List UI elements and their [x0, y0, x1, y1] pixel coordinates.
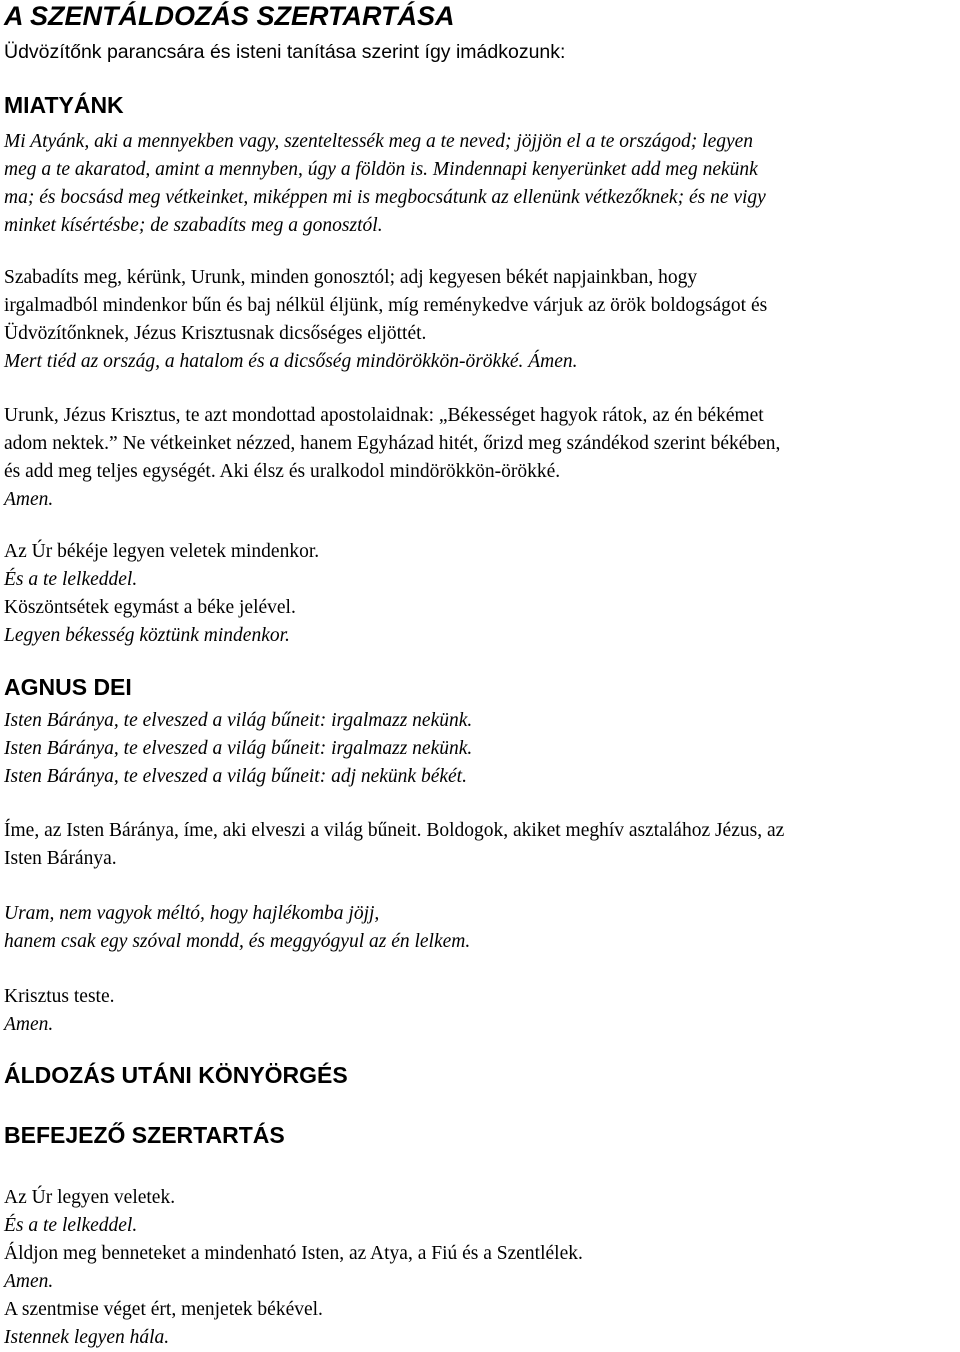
agnus-dei-line: Isten Báránya, te elveszed a világ bűneit: adj nekünk békét.	[4, 766, 467, 787]
peace-exchange	[4, 538, 959, 650]
concluding-line: Áldjon meg benneteket a mindenható Isten, az Atya, a Fiú és a Szentlélek.	[4, 1243, 583, 1264]
ecce-agnus	[4, 817, 959, 873]
peace-prayer-line: és add meg teljes egységét. Aki élsz és uralkodol mindörökkön-örökké.	[4, 461, 561, 482]
domine-non-sum-dignus	[4, 900, 959, 956]
concluding-line: Amen.	[4, 1271, 54, 1292]
corpus-line: Krisztus teste.	[4, 986, 115, 1007]
heading-miatyank: MIATYÁNK	[4, 92, 124, 118]
document-title: A SZENTÁLDOZÁS SZERTARTÁSA	[4, 1, 455, 31]
prayer-line: Mi Atyánk, aki a mennyekben vagy, szenteltessék meg a te neved; jöjjön el a te országod; legyen	[4, 131, 754, 152]
lords-prayer	[4, 128, 959, 240]
concluding-line: A szentmise véget ért, menjetek békével.	[4, 1299, 323, 1320]
heading-agnus-dei: AGNUS DEI	[4, 674, 132, 700]
prayer-line: meg a te akaratod, amint a mennyben, úgy a földön is. Mindennapi kenyerünket add meg nekünk	[4, 159, 758, 180]
embolism-line: Üdvözítőnknek, Jézus Krisztusnak dicsőséges eljöttét.	[4, 323, 427, 344]
concluding-line: És a te lelkeddel.	[4, 1215, 138, 1236]
peace-amen: Amen.	[4, 489, 54, 510]
concluding-dialogue	[4, 1184, 959, 1352]
heading-post-communion: ÁLDOZÁS UTÁNI KÖNYÖRGÉS	[4, 1062, 348, 1088]
ecce-line: Isten Báránya.	[4, 848, 117, 869]
peace-exchange-line: Köszöntsétek egymást a béke jelével.	[4, 597, 296, 618]
agnus-dei-litany	[4, 707, 959, 791]
corpus-christi	[4, 983, 959, 1039]
agnus-dei-line: Isten Báránya, te elveszed a világ bűneit: irgalmazz nekünk.	[4, 710, 473, 731]
peace-exchange-line: Az Úr békéje legyen veletek mindenkor.	[4, 541, 320, 562]
peace-prayer-line: adom nektek.” Ne vétkeinket nézzed, hanem Egyházad hitét, őrizd meg szándékod szerint békében,	[4, 433, 781, 454]
prayer-line: minket kísértésbe; de szabadíts meg a gonosztól.	[4, 215, 383, 236]
concluding-line: Istennek legyen hála.	[4, 1327, 170, 1348]
intro-text: Üdvözítőnk parancsára és isteni tanítása szerint így imádkozunk:	[4, 41, 566, 63]
peace-prayer-line: Urunk, Jézus Krisztus, te azt mondottad apostolaidnak: „Békességet hagyok rátok, az én békémet	[4, 405, 764, 426]
peace-exchange-line: És a te lelkeddel.	[4, 569, 138, 590]
concluding-line: Az Úr legyen veletek.	[4, 1187, 176, 1208]
domine-line: Uram, nem vagyok méltó, hogy hajlékomba jöjj,	[4, 903, 380, 924]
agnus-dei-line: Isten Báránya, te elveszed a világ bűneit: irgalmazz nekünk.	[4, 738, 473, 759]
doxology: Mert tiéd az ország, a hatalom és a dicsőség mindörökkön-örökké. Ámen.	[4, 351, 578, 372]
domine-line: hanem csak egy szóval mondd, és meggyógyul az én lelkem.	[4, 931, 471, 952]
ecce-line: Íme, az Isten Báránya, íme, aki elveszi a világ bűneit. Boldogok, akiket meghív asztalához Jézus, az	[4, 820, 785, 841]
peace-exchange-line: Legyen békesség köztünk mindenkor.	[4, 625, 290, 646]
embolism	[4, 264, 959, 376]
peace-prayer	[4, 402, 959, 514]
heading-concluding-rite: BEFEJEZŐ SZERTARTÁS	[4, 1122, 285, 1148]
embolism-line: Szabadíts meg, kérünk, Urunk, minden gonosztól; adj kegyesen békét napjainkban, hogy	[4, 267, 698, 288]
prayer-line: ma; és bocsásd meg vétkeinket, miképpen mi is megbocsátunk az ellenünk vétkezőknek; és ne vigy	[4, 187, 766, 208]
corpus-amen: Amen.	[4, 1014, 54, 1035]
embolism-line: irgalmadból mindenkor bűn és baj nélkül éljünk, míg reménykedve várjuk az örök boldogságot és	[4, 295, 768, 316]
